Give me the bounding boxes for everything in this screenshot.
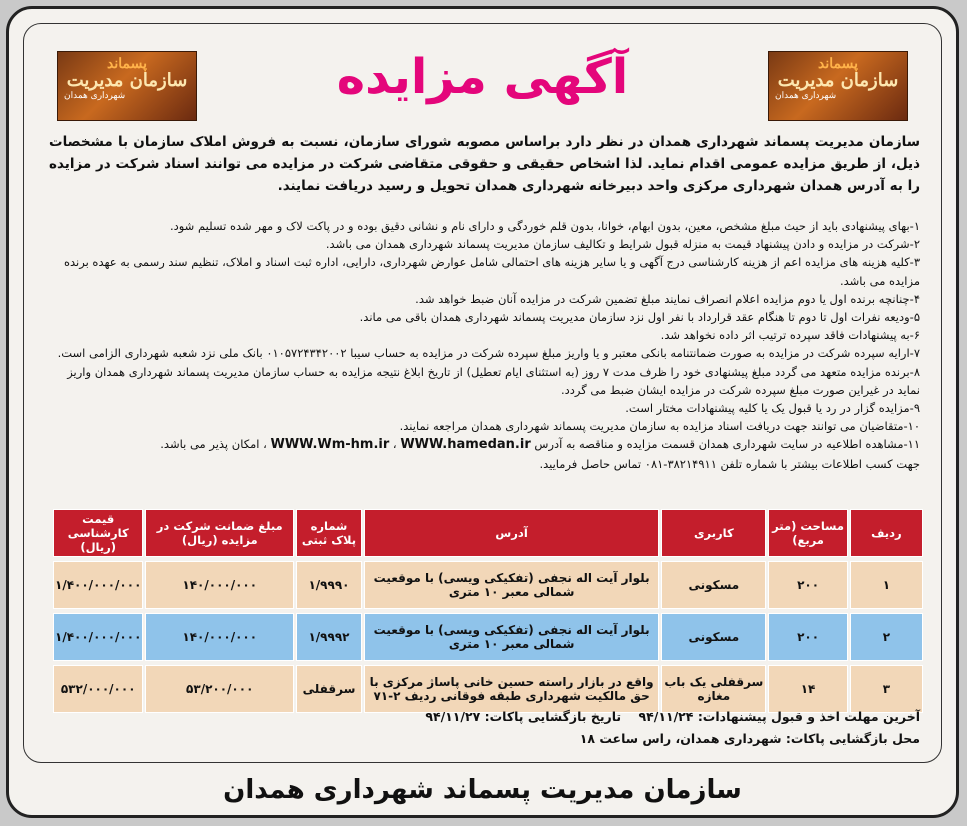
place-label: محل بازگشایی پاکات:	[785, 731, 920, 746]
condition-item: ۴-چنانچه برنده اول یا دوم مزایده اعلام انصراف نمایند مبلغ تضمین شرکت در مزایده آنان ضبط خواهد شد.	[415, 291, 920, 306]
condition-item: ۵-ودیعه نفرات اول تا دوم تا هنگام عقد قرارداد با نفر اول نزد سازمان مدیریت پسماند شهرداری همدان باقی می ماند.	[359, 310, 920, 325]
logo-line: سازمان مدیریت	[66, 70, 188, 91]
logo-line: پسماند	[818, 56, 858, 72]
table-row	[53, 613, 923, 661]
condition-item: ۸-برنده مزایده متعهد می گردد مبلغ پیشنهادی خود را ظرف مدت ۷ روز (به استثنای ایام تعطیل) از تاریخ ابلاغ نتیجه مزایده به حساب سازمان مدیریت پسماند شهرداری همدان واریز نماید در غیراین صورت مبلغ سپرده شرکت در مزایده ایشان ضبط می گردد.	[67, 364, 920, 397]
conditions-list	[43, 217, 920, 473]
cell-use: مسکونی	[661, 613, 766, 661]
cell-area: ۱۴	[768, 665, 847, 713]
organization-logo-right	[768, 51, 908, 121]
cell-price: ۱/۴۰۰/۰۰۰/۰۰۰	[53, 613, 143, 661]
notice-page	[6, 6, 959, 818]
header-row-number: ردیف	[850, 509, 923, 557]
intro-paragraph: سازمان مدیریت پسماند شهرداری همدان در نظر دارد براساس مصوبه شورای سازمان، نسبت به فروش املاک سازمان با مشخصات ذیل، از طریق مزایده عمومی اقدام نماید. لذا اشخاص حقیقی و حقوقی متقاضی شرکت در مزایده می توانند اسناد شرکت در مزایده را به آدرس همدان شهرداری مرکزی واحد دبیرخانه شهرداری همدان تحویل و رسید دریافت نمایند.	[49, 134, 920, 194]
footer-organization: سازمان مدیریت پسماند شهرداری همدان	[223, 775, 742, 805]
cell-deposit: ۵۳/۲۰۰/۰۰۰	[145, 665, 294, 713]
schedule-section	[49, 706, 920, 750]
table-header-row	[53, 509, 923, 557]
cell-use: سرقفلی یک باب مغازه	[661, 665, 766, 713]
header-price: قیمت کارشناسی (ریال)	[53, 509, 143, 557]
table-row	[53, 561, 923, 609]
cell-row-number: ۳	[850, 665, 923, 713]
logo-line: شهرداری همدان	[775, 91, 837, 101]
header-plate: شماره پلاک ثبتی	[296, 509, 362, 557]
cell-deposit: ۱۴۰/۰۰۰/۰۰۰	[145, 613, 294, 661]
condition-item: ۶-به پیشنهادات فاقد سپرده ترتیب اثر داده نخواهد شد.	[660, 328, 920, 343]
cell-row-number: ۱	[850, 561, 923, 609]
opening-label: تاریخ بازگشایی پاکات:	[484, 709, 622, 724]
logo-line: پسماند	[107, 56, 147, 72]
deadline-value: ۹۴/۱۱/۲۴	[638, 709, 694, 724]
cell-address: بلوار آیت اله نجفی (تفکیکی ویسی) با موقعیت شمالی معبر ۱۰ متری	[364, 561, 659, 609]
opening-place-line	[49, 728, 920, 750]
condition-item: ۲-شرکت در مزایده و دادن پیشنهاد قیمت به منزله قبول شرایط و تکالیف سازمان مدیریت پسماند شهرداری همدان می باشد.	[325, 237, 920, 252]
condition-suffix: ، امکان پذیر می باشد.	[160, 437, 267, 452]
condition-item: ۳-کلیه هزینه های مزایده اعم از هزینه کارشناسی درج آگهی و یا سایر هزینه های احتمالی شامل عوارض شهرداری، دارایی، اداره ثبت اسناد و املاک، تنظیم سند رسمی به عهده برنده مزایده می باشد.	[63, 255, 920, 288]
condition-item: ۱-بهای پیشنهادی باید از حیث مبلغ مشخص، معین، بدون ابهام، خوانا، بدون قلم خوردگی و دارای نام و نشانی دقیق بوده و در پاکت لاک و مهر شده تسلیم شود.	[169, 219, 920, 233]
notice-title: آگهی مزایده	[336, 49, 629, 105]
property-table	[51, 505, 925, 717]
condition-item: ۹-مزایده گزار در رد یا قبول یک یا کلیه پیشنهادات مختار است.	[625, 401, 920, 416]
cell-area: ۲۰۰	[768, 613, 847, 661]
condition-text: ۱۱-مشاهده اطلاعیه در سایت شهرداری همدان قسمت مزایده و مناقصه به آدرس	[534, 437, 920, 452]
cell-use: مسکونی	[661, 561, 766, 609]
cell-plate: سرقفلی	[296, 665, 362, 713]
website-link[interactable]: WWW.hamedan.ir	[400, 437, 531, 453]
cell-area: ۲۰۰	[768, 561, 847, 609]
cell-price: ۵۳۲/۰۰۰/۰۰۰	[53, 665, 143, 713]
header-area: مساحت (متر مربع)	[768, 509, 847, 557]
condition-item: ۱۱-مشاهده اطلاعیه در سایت شهرداری همدان قسمت مزایده و مناقصه به آدرس WWW.Wm-hm.ir ، WWW.hamedan.ir ، امکان پذیر می باشد.	[160, 437, 920, 453]
website-link[interactable]: WWW.Wm-hm.ir	[270, 437, 390, 453]
header-address: آدرس	[364, 509, 659, 557]
cell-plate: ۱/۹۹۹۰	[296, 561, 362, 609]
organization-logo-left	[57, 51, 197, 121]
logo-line: شهرداری همدان	[64, 91, 126, 101]
opening-value: ۹۴/۱۱/۲۷	[425, 709, 481, 724]
cell-deposit: ۱۴۰/۰۰۰/۰۰۰	[145, 561, 294, 609]
cell-price: ۱/۴۰۰/۰۰۰/۰۰۰	[53, 561, 143, 609]
logo-line: سازمان مدیریت	[777, 70, 899, 91]
place-value: شهرداری همدان، راس ساعت ۱۸	[579, 731, 782, 746]
cell-plate: ۱/۹۹۹۲	[296, 613, 362, 661]
deadline-line	[49, 706, 920, 728]
cell-address: بلوار آیت اله نجفی (تفکیکی ویسی) با موقعیت شمالی معبر ۱۰ متری	[364, 613, 659, 661]
condition-item: ۱۰-متقاضیان می توانند جهت دریافت اسناد مزایده به سازمان مدیریت پسماند شهرداری همدان مراجعه نمایند.	[399, 419, 920, 434]
header-deposit: مبلغ ضمانت شرکت در مزایده (ریال)	[145, 509, 294, 557]
deadline-label: آخرین مهلت اخذ و قبول پیشنهادات:	[697, 709, 920, 724]
cell-address: واقع در بازار راسته حسین خانی پاساژ مرکزی با حق مالکیت شهرداری طبقه فوقانی ردیف ۲-۷۱	[364, 665, 659, 713]
cell-row-number: ۲	[850, 613, 923, 661]
condition-item: ۷-ارایه سپرده شرکت در مزایده به صورت ضمانتنامه بانکی معتبر و یا واریز مبلغ سپرده شرکت در مزایده به حساب سیبا ۰۱۰۵۷۲۴۳۴۲۰۰۲ بانک ملی نزد شعبه شهرداری الزامی است.	[57, 346, 920, 361]
header-use: کاربری	[661, 509, 766, 557]
contact-line: جهت کسب اطلاعات بیشتر با شماره تلفن ۳۸۲۱۴۹۱۱-۰۸۱ تماس حاصل فرمایید.	[539, 456, 920, 471]
